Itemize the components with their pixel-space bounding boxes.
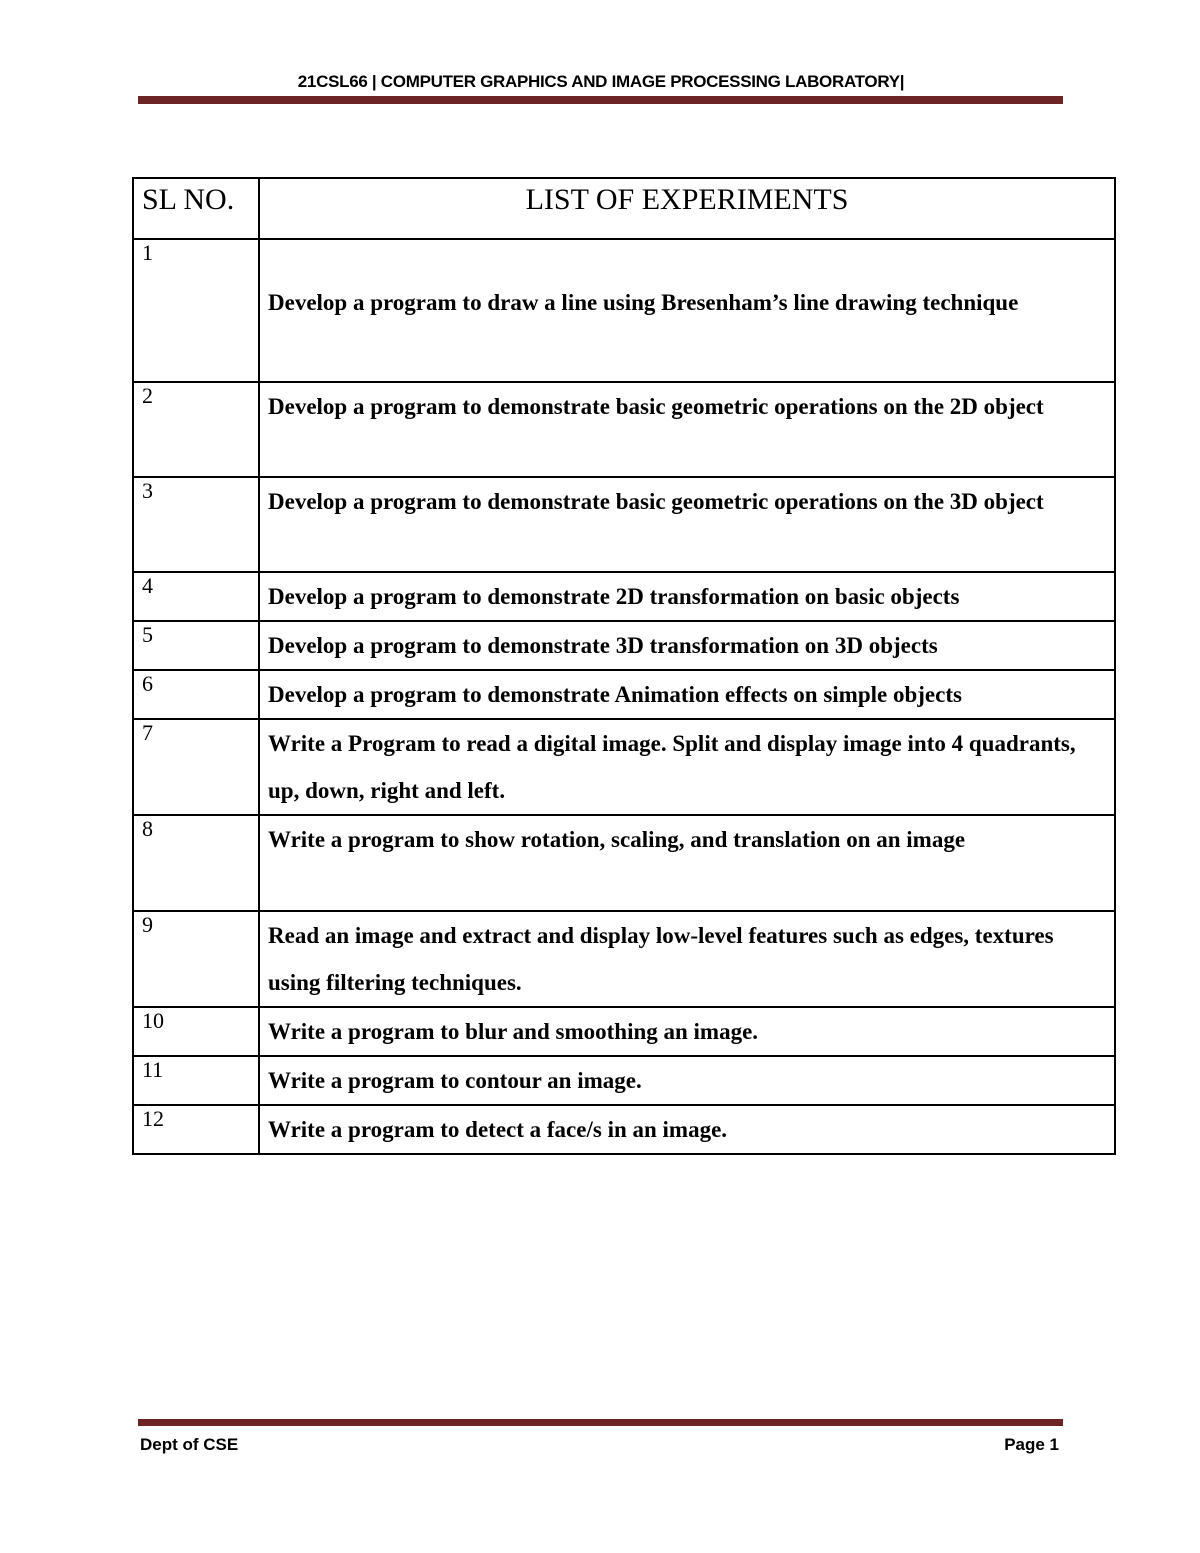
- column-header-experiments: LIST OF EXPERIMENTS: [259, 178, 1115, 239]
- row-number: 5: [133, 621, 259, 670]
- experiment-description: Write a program to contour an image.: [259, 1056, 1115, 1105]
- footer-rule: [138, 1419, 1063, 1426]
- experiment-description: Develop a program to demonstrate Animation effects on simple objects: [259, 670, 1115, 719]
- row-number: 1: [133, 239, 259, 382]
- column-header-sl-no: SL NO.: [133, 178, 259, 239]
- table-row: [133, 1056, 1115, 1105]
- row-number: 9: [133, 911, 259, 1007]
- table-row: [133, 719, 1115, 815]
- experiment-description: Write a program to blur and smoothing an image.: [259, 1007, 1115, 1056]
- footer-page-number: Page 1: [1004, 1435, 1059, 1454]
- row-number: 6: [133, 670, 259, 719]
- experiment-description: Develop a program to demonstrate 3D transformation on 3D objects: [259, 621, 1115, 670]
- footer-department: Dept of CSE: [140, 1435, 239, 1454]
- header-rule: [138, 96, 1063, 104]
- table-row: [133, 670, 1115, 719]
- row-number: 8: [133, 815, 259, 911]
- table-row: [133, 815, 1115, 911]
- experiment-description: Develop a program to demonstrate 2D transformation on basic objects: [259, 572, 1115, 621]
- row-number: 3: [133, 477, 259, 572]
- row-number: 12: [133, 1105, 259, 1154]
- row-number: 2: [133, 382, 259, 477]
- experiment-description: Develop a program to demonstrate basic geometric operations on the 3D object: [259, 477, 1115, 572]
- row-number: 4: [133, 572, 259, 621]
- row-number: 7: [133, 719, 259, 815]
- page-header-title: 21CSL66 | COMPUTER GRAPHICS AND IMAGE PROCESSING LABORATORY|: [297, 72, 905, 91]
- experiment-description: Develop a program to draw a line using Bresenham’s line drawing technique: [259, 239, 1115, 382]
- table-row: [133, 382, 1115, 477]
- row-number: 10: [133, 1007, 259, 1056]
- experiment-description: Develop a program to demonstrate basic geometric operations on the 2D object: [259, 382, 1115, 477]
- experiments-table: [132, 177, 1116, 1155]
- experiment-description: Write a program to show rotation, scaling, and translation on an image: [259, 815, 1115, 911]
- table-row: [133, 911, 1115, 1007]
- row-number: 11: [133, 1056, 259, 1105]
- experiment-description: Write a program to detect a face/s in an image.: [259, 1105, 1115, 1154]
- table-header-row: [133, 178, 1115, 239]
- table-row: [133, 1007, 1115, 1056]
- table-row: [133, 239, 1115, 382]
- experiment-description: Write a Program to read a digital image. Split and display image into 4 quadrants, up, down, right and left.: [259, 719, 1115, 815]
- table-row: [133, 572, 1115, 621]
- experiment-description: Read an image and extract and display low-level features such as edges, textures using filtering techniques.: [259, 911, 1115, 1007]
- table-row: [133, 621, 1115, 670]
- table-row: [133, 477, 1115, 572]
- table-row: [133, 1105, 1115, 1154]
